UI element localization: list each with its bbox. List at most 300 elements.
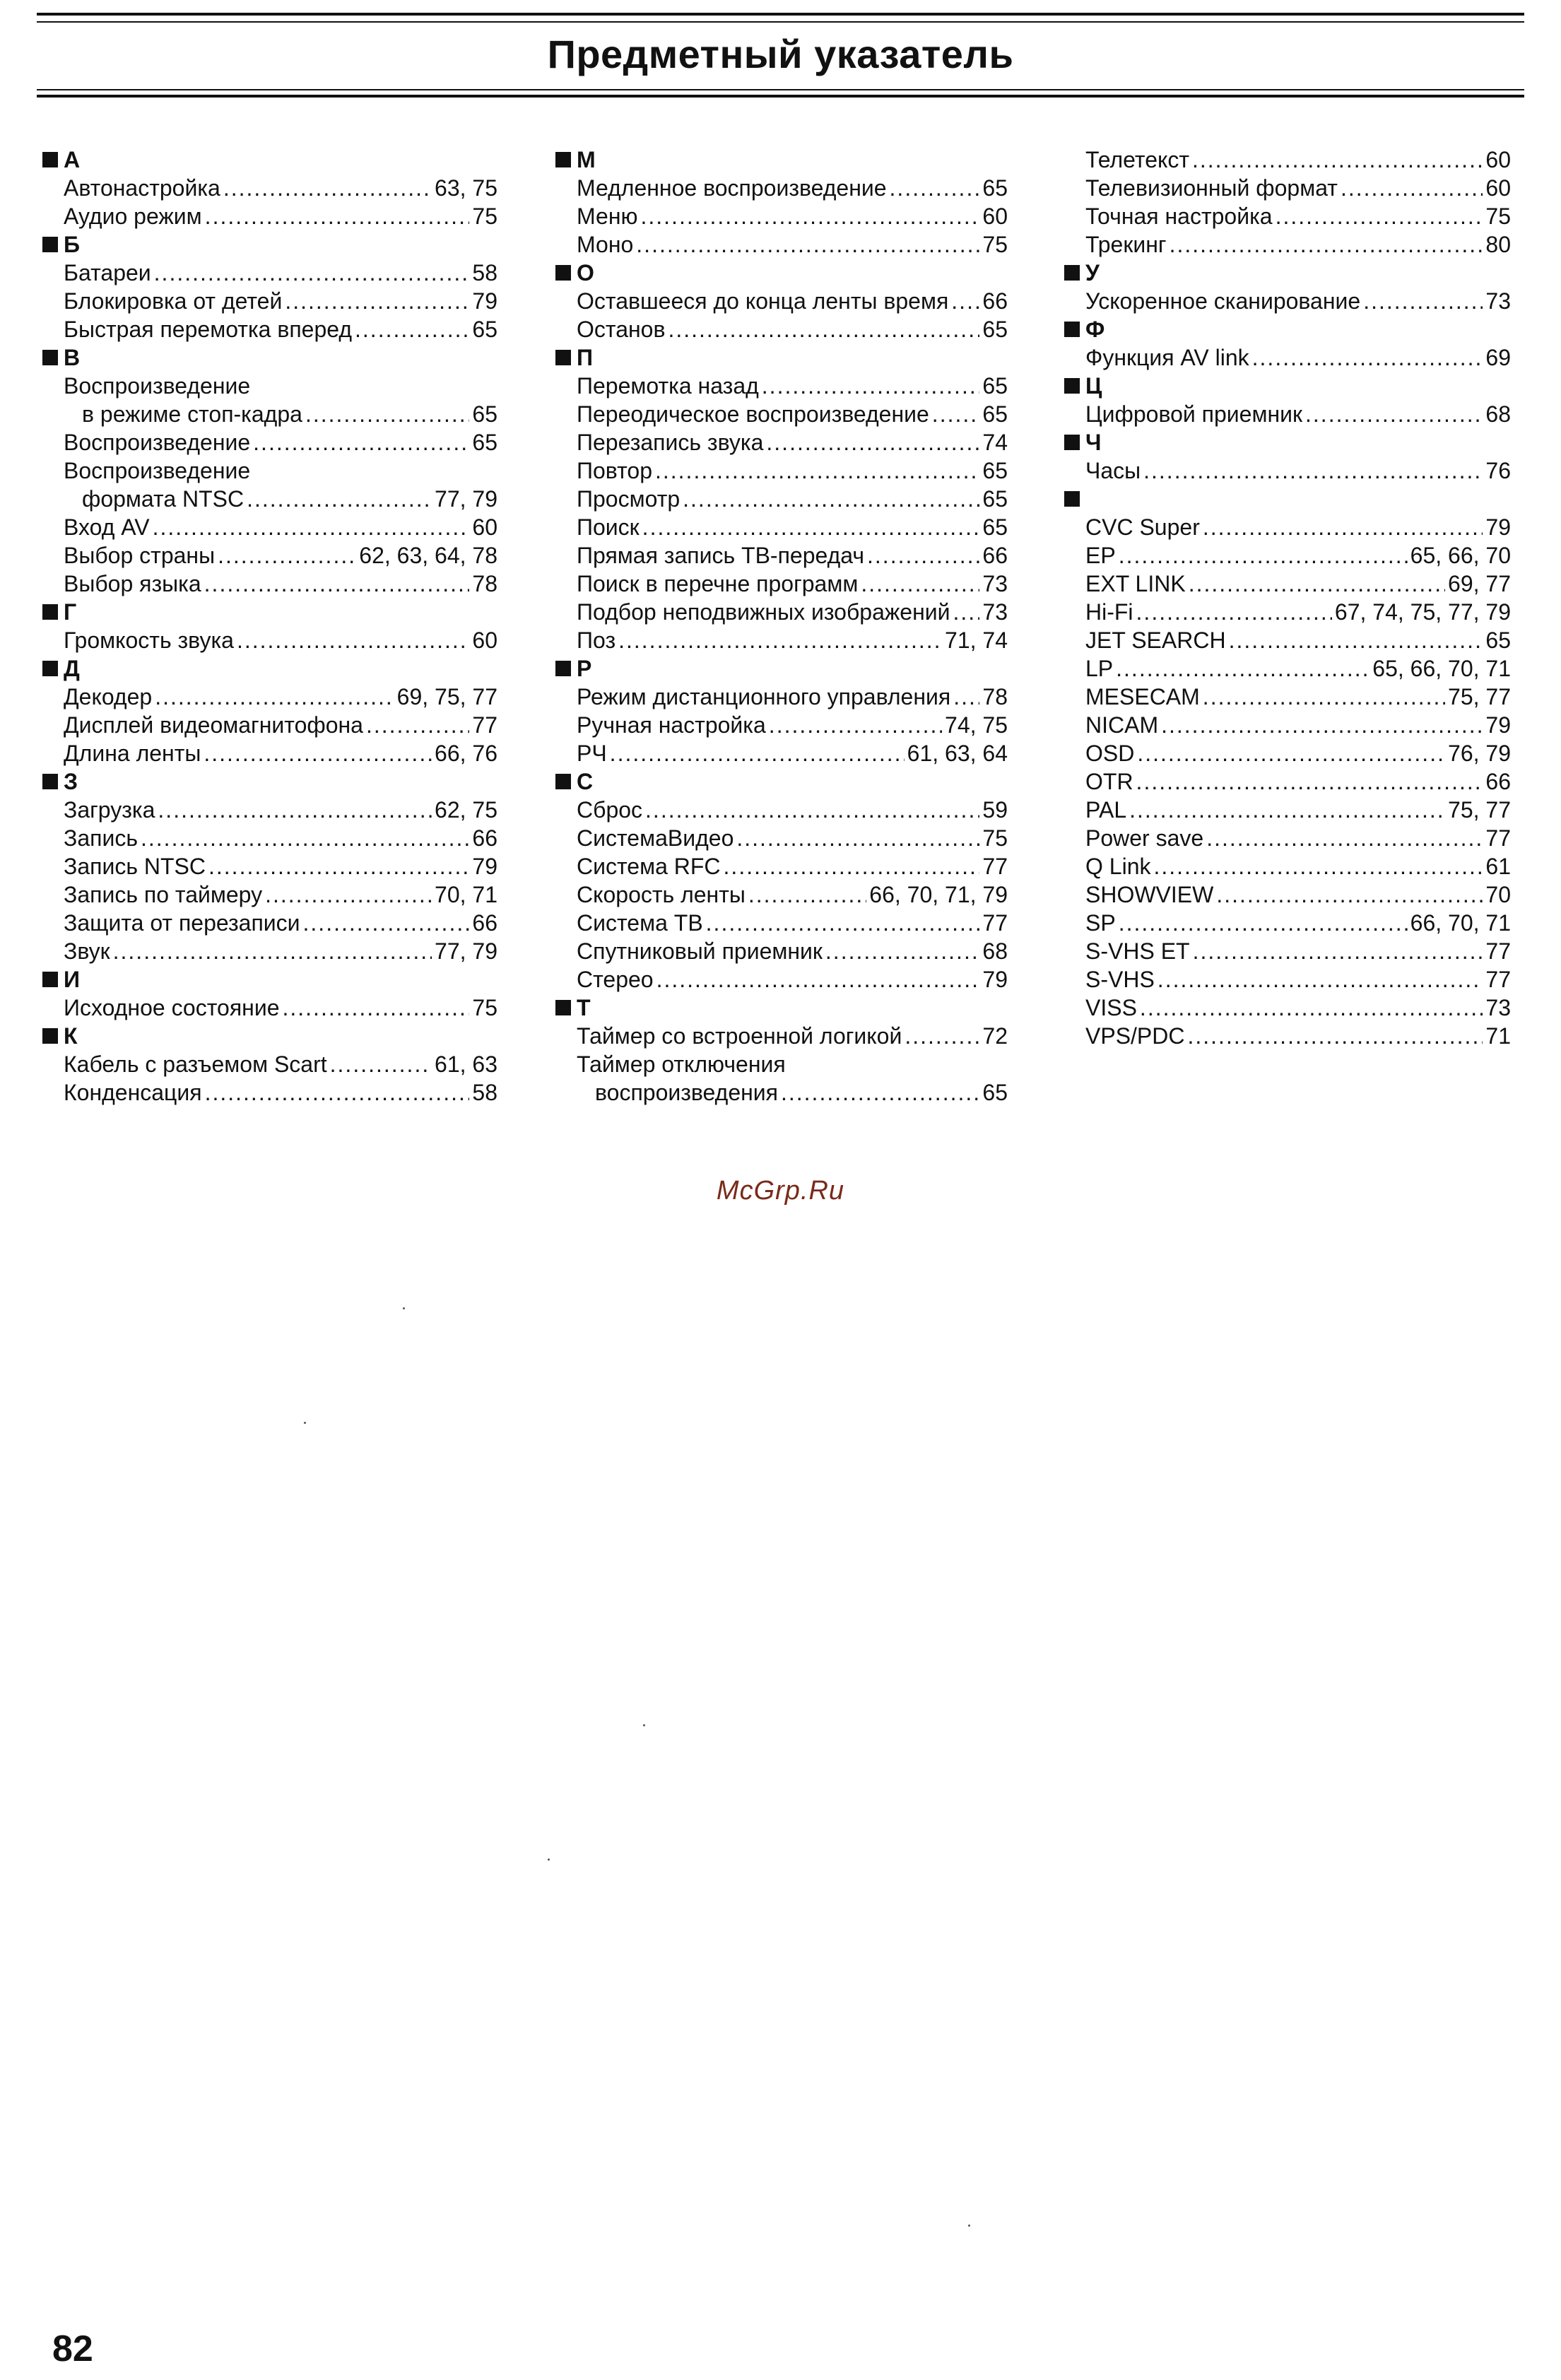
entry-label: Декодер <box>64 684 153 709</box>
entry-pages: 75 <box>982 232 1008 257</box>
entry-label: CVC Super <box>1085 514 1200 540</box>
entry-label: Система ТВ <box>577 910 703 936</box>
index-entry <box>555 400 1008 428</box>
index-entry <box>42 315 497 343</box>
entry-label: Переодическое воспроизведение <box>577 401 929 427</box>
dot-leader <box>636 230 979 259</box>
section-letter: М <box>577 147 596 172</box>
entry-label: Телевизионный формат <box>1085 175 1338 201</box>
index-entry <box>42 485 497 513</box>
dot-leader <box>204 570 470 598</box>
index-entry <box>1064 287 1511 315</box>
entry-label: Выбор страны <box>64 543 216 568</box>
section-header <box>42 654 497 683</box>
index-entry <box>555 456 1008 485</box>
section-header <box>42 146 497 174</box>
section-square-icon <box>555 152 571 167</box>
index-entry <box>555 909 1008 937</box>
section-letter: В <box>64 345 81 370</box>
entry-pages: 79 <box>472 288 497 314</box>
entry-pages: 74, 75 <box>945 712 1008 738</box>
index-entry <box>1064 852 1511 880</box>
scan-speck <box>548 1858 550 1861</box>
index-entry <box>42 174 497 202</box>
index-entry <box>42 400 497 428</box>
dot-leader <box>706 909 980 937</box>
page-number: 82 <box>52 2328 93 2369</box>
section-header <box>42 1022 497 1050</box>
section-square-icon <box>42 661 58 676</box>
dot-leader <box>951 287 979 315</box>
section-square-icon <box>555 265 571 281</box>
index-entry <box>555 937 1008 965</box>
title-rule-thin <box>37 89 1524 90</box>
entry-label: Перезапись звука <box>577 430 764 455</box>
dot-leader <box>781 1078 979 1107</box>
index-entry <box>555 711 1008 739</box>
dot-leader <box>1137 739 1445 767</box>
entry-label: Воспроизведение <box>64 373 251 399</box>
entry-pages: 77 <box>1485 825 1511 851</box>
entry-pages: 75 <box>1485 204 1511 229</box>
entry-label: Звук <box>64 938 110 964</box>
dot-leader <box>1206 824 1483 852</box>
entry-label: OTR <box>1085 769 1133 794</box>
entry-pages: 65 <box>472 401 497 427</box>
section-letter: П <box>577 345 593 370</box>
entry-label: Блокировка от детей <box>64 288 283 314</box>
index-entry <box>555 1022 1008 1050</box>
entry-pages: 61, 63, 64 <box>907 741 1008 766</box>
dot-leader <box>1129 796 1445 824</box>
top-rule-thin <box>37 21 1524 23</box>
index-entry <box>1064 400 1511 428</box>
entry-pages: 65, 66, 70, 71 <box>1372 656 1511 681</box>
entry-pages: 69, 75, 77 <box>396 684 497 709</box>
dot-leader <box>1161 711 1483 739</box>
entry-pages: 79 <box>1485 712 1511 738</box>
entry-label: Просмотр <box>577 486 681 512</box>
section-letter: С <box>577 769 594 794</box>
index-entry <box>555 428 1008 456</box>
entry-label: MESECAM <box>1085 684 1200 709</box>
entry-label: Телетекст <box>1085 147 1189 172</box>
section-header <box>42 598 497 626</box>
dot-leader <box>330 1050 432 1078</box>
entry-pages: 65, 66, 70 <box>1410 543 1511 568</box>
entry-pages: 79 <box>982 967 1008 992</box>
entry-label: Система RFC <box>577 854 721 879</box>
entry-label: воспроизведения <box>595 1080 778 1105</box>
index-entry <box>555 824 1008 852</box>
section-header <box>555 343 1008 372</box>
entry-pages: 65 <box>982 175 1008 201</box>
section-header <box>42 230 497 259</box>
index-entry <box>1064 880 1511 909</box>
dot-leader <box>762 372 980 400</box>
dot-leader <box>1140 994 1483 1022</box>
dot-leader <box>204 739 432 767</box>
entry-label: Скорость ленты <box>577 882 746 907</box>
dot-leader <box>1136 767 1483 796</box>
entry-pages: 63, 75 <box>435 175 497 201</box>
entry-pages: 65 <box>982 486 1008 512</box>
entry-label: NICAM <box>1085 712 1159 738</box>
index-entry <box>555 315 1008 343</box>
index-entry <box>42 852 497 880</box>
section-square-icon <box>42 152 58 167</box>
section-letter: Т <box>577 995 591 1020</box>
dot-leader <box>655 456 979 485</box>
entry-pages: 67, 74, 75, 77, 79 <box>1334 599 1511 625</box>
section-letter: О <box>577 260 594 285</box>
entry-label: Быстрая перемотка вперед <box>64 317 353 342</box>
index-entry <box>1064 739 1511 767</box>
index-entry <box>42 428 497 456</box>
page-title: Предметный указатель <box>547 32 1014 76</box>
section-letter: Б <box>64 232 80 257</box>
dot-leader <box>1153 852 1483 880</box>
title-rule-thick <box>37 95 1524 98</box>
dot-leader <box>285 287 469 315</box>
entry-pages: 59 <box>982 797 1008 823</box>
dot-leader <box>905 1022 979 1050</box>
index-entry <box>42 1078 497 1107</box>
dot-leader <box>890 174 980 202</box>
section-letter: К <box>64 1023 78 1049</box>
entry-pages: 69, 77 <box>1448 571 1511 596</box>
index-entry <box>1064 570 1511 598</box>
entry-label: Исходное состояние <box>64 995 280 1020</box>
dot-leader <box>153 513 470 541</box>
entry-label: Конденсация <box>64 1080 202 1105</box>
dot-leader <box>766 428 979 456</box>
dot-leader <box>355 315 469 343</box>
entry-label: Hi-Fi <box>1085 599 1133 625</box>
entry-label: Повтор <box>577 458 652 483</box>
entry-pages: 68 <box>1485 401 1511 427</box>
entry-pages: 73 <box>982 599 1008 625</box>
index-entry <box>1064 654 1511 683</box>
entry-label: СистемаВидео <box>577 825 734 851</box>
entry-pages: 78 <box>472 571 497 596</box>
dot-leader <box>205 1078 470 1107</box>
entry-pages: 66 <box>982 288 1008 314</box>
index-entry <box>555 541 1008 570</box>
entry-pages: 75 <box>472 995 497 1020</box>
entry-pages: 68 <box>982 938 1008 964</box>
index-entry <box>42 513 497 541</box>
index-entry <box>42 541 497 570</box>
entry-label: Поз <box>577 628 616 653</box>
index-entry <box>1064 965 1511 994</box>
section-header <box>1064 485 1511 513</box>
entry-pages: 76 <box>1485 458 1511 483</box>
dot-leader <box>1187 1022 1483 1050</box>
entry-pages: 65 <box>472 317 497 342</box>
dot-leader <box>1170 230 1483 259</box>
dot-leader <box>1119 541 1408 570</box>
entry-pages: 60 <box>472 514 497 540</box>
index-entry <box>555 965 1008 994</box>
index-entry <box>555 739 1008 767</box>
index-entry <box>42 683 497 711</box>
index-entry <box>555 852 1008 880</box>
index-entry <box>42 259 497 287</box>
entry-pages: 65 <box>1485 628 1511 653</box>
index-entry <box>1064 541 1511 570</box>
index-entry <box>555 287 1008 315</box>
entry-label: Громкость звука <box>64 628 234 653</box>
index-entry <box>555 174 1008 202</box>
index-entry <box>42 880 497 909</box>
section-header <box>555 767 1008 796</box>
section-header <box>555 259 1008 287</box>
index-entry <box>555 683 1008 711</box>
index-entry <box>42 711 497 739</box>
entry-label: Длина ленты <box>64 741 201 766</box>
entry-pages: 66 <box>982 543 1008 568</box>
section-square-icon <box>42 237 58 252</box>
index-entry <box>555 880 1008 909</box>
section-square-icon <box>42 972 58 987</box>
entry-pages: 73 <box>1485 995 1511 1020</box>
entry-label: Медленное воспроизведение <box>577 175 887 201</box>
section-square-icon <box>42 350 58 365</box>
entry-pages: 77 <box>1485 967 1511 992</box>
entry-label: Ускоренное сканирование <box>1085 288 1361 314</box>
entry-pages: 76, 79 <box>1448 741 1511 766</box>
entry-pages: 61, 63 <box>435 1051 497 1077</box>
entry-label: Ручная настройка <box>577 712 766 738</box>
index-entry <box>1064 202 1511 230</box>
index-entry <box>555 626 1008 654</box>
index-column-2 <box>555 146 1008 1107</box>
index-entry <box>42 994 497 1022</box>
entry-label: Сброс <box>577 797 643 823</box>
entry-label: Воспроизведение <box>64 430 251 455</box>
index-entry <box>555 598 1008 626</box>
entry-label: Прямая запись ТВ-передач <box>577 543 865 568</box>
section-letter: Г <box>64 599 77 625</box>
entry-label: Таймер отключения <box>577 1051 786 1077</box>
entry-pages: 78 <box>982 684 1008 709</box>
entry-pages: 58 <box>472 1080 497 1105</box>
section-letter: Ц <box>1085 373 1102 399</box>
index-entry <box>42 287 497 315</box>
dot-leader <box>141 824 469 852</box>
entry-label: EXT LINK <box>1085 571 1186 596</box>
dot-leader <box>748 880 866 909</box>
entry-label: Запись <box>64 825 138 851</box>
index-entry <box>42 1050 497 1078</box>
index-entry <box>1064 994 1511 1022</box>
index-entry <box>555 230 1008 259</box>
dot-leader <box>683 485 979 513</box>
section-header <box>42 343 497 372</box>
dot-leader <box>1143 456 1483 485</box>
entry-pages: 66 <box>472 910 497 936</box>
entry-pages: 66, 70, 71 <box>1410 910 1511 936</box>
section-header <box>42 767 497 796</box>
index-entry <box>42 739 497 767</box>
index-entry <box>555 570 1008 598</box>
entry-label: РЧ <box>577 741 607 766</box>
dot-leader <box>640 202 979 230</box>
entry-pages: 60 <box>1485 147 1511 172</box>
entry-label: S-VHS ET <box>1085 938 1190 964</box>
dot-leader <box>208 852 469 880</box>
index-entry <box>555 513 1008 541</box>
index-entry <box>1064 513 1511 541</box>
entry-pages: 77 <box>472 712 497 738</box>
entry-label: Запись NTSC <box>64 854 206 879</box>
entry-label: Режим дистанционного управления <box>577 684 951 709</box>
dot-leader <box>1116 654 1369 683</box>
dot-leader <box>155 683 394 711</box>
section-square-icon <box>555 774 571 789</box>
entry-label: Автонастройка <box>64 175 220 201</box>
entry-label: Спутниковый приемник <box>577 938 823 964</box>
entry-label: LP <box>1085 656 1114 681</box>
entry-pages: 77 <box>1485 938 1511 964</box>
entry-pages: 65 <box>982 401 1008 427</box>
entry-label: Запись по таймеру <box>64 882 263 907</box>
entry-pages: 74 <box>982 430 1008 455</box>
index-entry <box>1064 230 1511 259</box>
entry-pages: 71, 74 <box>945 628 1008 653</box>
entry-label: Поиск в перечне программ <box>577 571 859 596</box>
dot-leader <box>1305 400 1483 428</box>
index-entry <box>1064 146 1511 174</box>
entry-label: Стерео <box>577 967 654 992</box>
section-letter: У <box>1085 260 1100 285</box>
entry-label: Воспроизведение <box>64 458 251 483</box>
entry-label: формата NTSC <box>82 486 245 512</box>
entry-pages: 75 <box>472 204 497 229</box>
entry-pages: 77 <box>982 910 1008 936</box>
entry-pages: 65 <box>472 430 497 455</box>
scan-speck <box>968 2225 970 2227</box>
section-square-icon <box>555 661 571 676</box>
section-square-icon <box>42 774 58 789</box>
entry-pages: 66 <box>472 825 497 851</box>
entry-label: SP <box>1085 910 1116 936</box>
index-entry <box>42 372 497 400</box>
entry-label: Батареи <box>64 260 151 285</box>
section-letter: Р <box>577 656 592 681</box>
entry-pages: 65 <box>982 317 1008 342</box>
dot-leader <box>303 909 470 937</box>
entry-label: Часы <box>1085 458 1141 483</box>
index-entry <box>1064 174 1511 202</box>
index-entry <box>555 485 1008 513</box>
entry-label: Загрузка <box>64 797 155 823</box>
dot-leader <box>1189 570 1445 598</box>
entry-label: Оставшееся до конца ленты время <box>577 288 949 314</box>
index-entry <box>555 1050 1008 1078</box>
entry-pages: 66, 76 <box>435 741 497 766</box>
index-entry <box>1064 937 1511 965</box>
dot-leader <box>932 400 980 428</box>
entry-label: Выбор языка <box>64 571 201 596</box>
entry-pages: 75, 77 <box>1448 684 1511 709</box>
entry-label: Q Link <box>1085 854 1151 879</box>
index-entry <box>42 796 497 824</box>
entry-pages: 77, 79 <box>435 486 497 512</box>
index-entry <box>1064 824 1511 852</box>
entry-label: Моно <box>577 232 634 257</box>
index-entry <box>555 1078 1008 1107</box>
section-letter: Ф <box>1085 317 1105 342</box>
section-letter: Ч <box>1085 430 1102 455</box>
entry-pages: 60 <box>472 628 497 653</box>
dot-leader <box>205 202 470 230</box>
dot-leader <box>158 796 432 824</box>
index-column-3 <box>1064 146 1511 1050</box>
dot-leader <box>113 937 432 965</box>
entry-pages: 75, 77 <box>1448 797 1511 823</box>
entry-label: Защита от перезаписи <box>64 910 300 936</box>
entry-pages: 73 <box>982 571 1008 596</box>
entry-label: PAL <box>1085 797 1127 823</box>
index-entry <box>42 202 497 230</box>
dot-leader <box>736 824 979 852</box>
section-square-icon <box>1064 435 1080 450</box>
dot-leader <box>1119 909 1408 937</box>
index-entry <box>42 456 497 485</box>
index-entry <box>42 937 497 965</box>
entry-label: Трекинг <box>1085 232 1167 257</box>
entry-label: Аудио режим <box>64 204 202 229</box>
dot-leader <box>668 315 979 343</box>
entry-pages: 72 <box>982 1023 1008 1049</box>
dot-leader <box>953 683 979 711</box>
section-header <box>555 654 1008 683</box>
section-square-icon <box>1064 322 1080 337</box>
section-square-icon <box>555 1000 571 1015</box>
entry-pages: 65 <box>982 1080 1008 1105</box>
entry-pages: 79 <box>472 854 497 879</box>
entry-label: Таймер со встроенной логикой <box>577 1023 902 1049</box>
entry-label: Цифровой приемник <box>1085 401 1303 427</box>
index-entry <box>1064 343 1511 372</box>
section-square-icon <box>42 1028 58 1044</box>
section-square-icon <box>42 604 58 620</box>
entry-pages: 65 <box>982 373 1008 399</box>
entry-label: JET SEARCH <box>1085 628 1226 653</box>
dot-leader <box>1203 683 1445 711</box>
dot-leader <box>1276 202 1483 230</box>
entry-pages: 73 <box>1485 288 1511 314</box>
entry-label: Кабель с разъемом Scart <box>64 1051 327 1077</box>
index-entry <box>1064 767 1511 796</box>
entry-pages: 60 <box>982 204 1008 229</box>
section-letter: З <box>64 769 78 794</box>
index-column-1 <box>42 146 497 1107</box>
dot-leader <box>867 541 979 570</box>
entry-pages: 75 <box>982 825 1008 851</box>
entry-pages: 80 <box>1485 232 1511 257</box>
section-letter: И <box>64 967 80 992</box>
section-header <box>1064 372 1511 400</box>
index-entry <box>42 824 497 852</box>
dot-leader <box>253 428 469 456</box>
section-header <box>1064 315 1511 343</box>
dot-leader <box>861 570 979 598</box>
entry-pages: 77 <box>982 854 1008 879</box>
index-entry <box>42 626 497 654</box>
